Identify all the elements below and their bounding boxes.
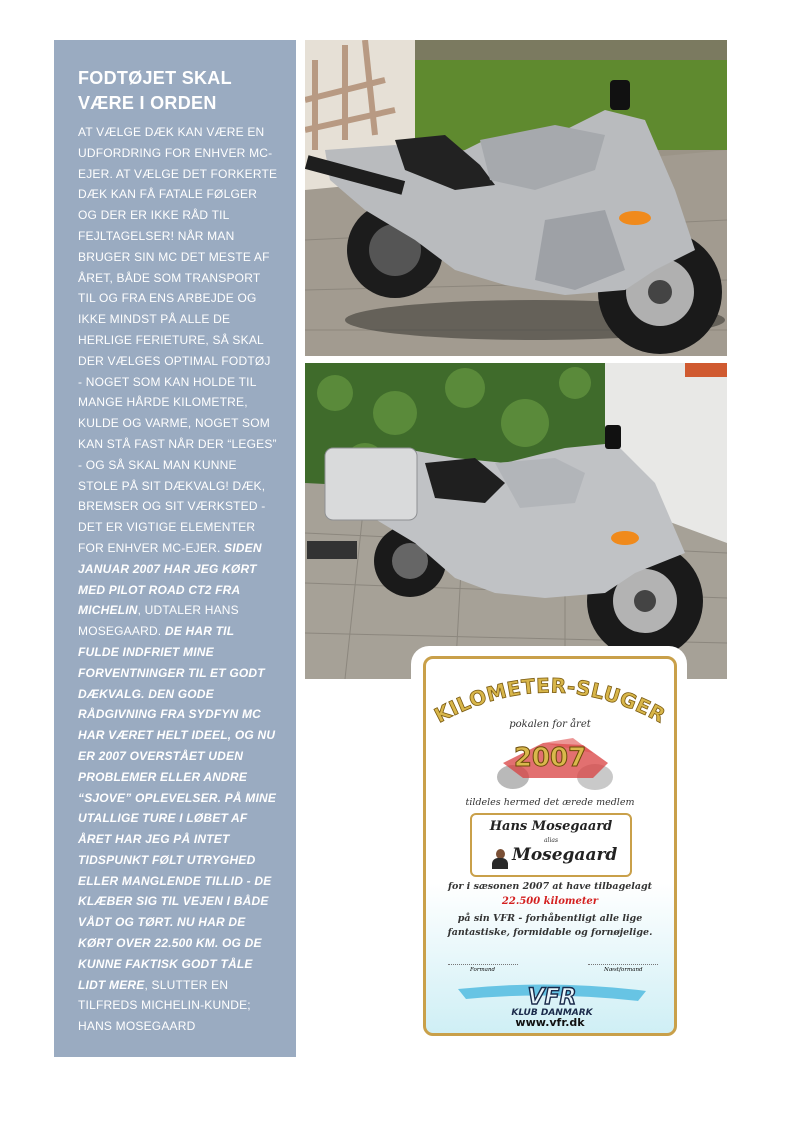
avatar [492, 849, 508, 869]
attribution: , UDTALER HANS MOSEGAARD. [78, 603, 239, 639]
article-body [78, 122, 278, 1037]
article-sidebar [54, 40, 296, 1057]
motorcycle-photo-1 [305, 40, 727, 356]
line-1: for i sæsonen 2007 at have tilbagelagt [447, 881, 653, 892]
signature-line-right [588, 964, 658, 965]
line-3: fantastiske, formidable og fornøjelige. [447, 927, 653, 938]
closing: , SLUTTER EN TILFREDS MICHELIN-KUNDE; HANS MOSEGAARD [78, 977, 251, 1034]
quote-2: DE HAR TIL FULDE INDFRIET MINE FORVENTNINGER TIL ET GODT DÆKVALG. DEN GODE RÅDGIVNING FRA SYDFYN MC HAR VÆRET HELT IDEEL, OG NU ER 2007 OVERSTÅET UDEN PROBLEMER ELLER ANDRE “SJOVE” OPLEVELSER. PÅ MINE UTALLIGE TURE I LØBET AF ÅRET HAR JEG PÅ INTET TIDSPUNKT FØLT UTRYGHED ELLER MANGLENDE TILLID - DE KLÆBER SIG TIL VEJEN I BÅDE VÅDT OG TØRT. NU HAR DE KØRT OVER 22.500 KM. OG DE KUNNE FAKTISK GODT TÅLE LIDT MERE [78, 624, 277, 992]
line-2: på sin VFR - forhåbentligt alle lige [457, 913, 643, 924]
sign-right: Næstformand [604, 967, 643, 973]
website-text: www.vfr.dk [515, 1016, 585, 1029]
certificate-frame [423, 656, 677, 1036]
alias-text: alias [543, 837, 559, 844]
tildeles-text: tildeles hermed det ærede medlem [465, 797, 635, 808]
pokal-text: pokalen for året [509, 719, 591, 730]
article-title: FODTØJET SKAL VÆRE I ORDEN [78, 68, 232, 113]
article-intro: AT VÆLGE DÆK KAN VÆRE EN UDFORDRING FOR ENHVER MC-EJER. AT VÆLGE DET FORKERTE DÆK KAN FÅ FATALE FØLGER OG DER ER IKKE RÅD TIL FEJLTAGELSER! NÅR MAN BRUGER SIN MC DET MESTE AF ÅRET, BÅDE SOM TRANSPORT TIL OG FRA ENS ARBEJDE OG IKKE MINDST PÅ ALLE DE HERLIGE FERIETURE, SÅ SKAL DER VÆLGES OPTIMAL FODTØJ - NOGET SOM KAN HOLDE TIL MANGE HÅRDE KILOMETRE, KULDE OG VARME, NOGET SOM KAN STÅ FAST NÅR DER “LEGES” - OG SÅ SKAL MAN KUNNE STOLE PÅ SIT DÆKVALG! DÆK, BREMSER OG SIT VÆRKSTED - DET ER VIGTIGE ELEMENTER FOR ENHVER MC-EJER. [78, 125, 278, 555]
banner-text: KILOMETER-SLUGER [430, 673, 670, 728]
year-text: 2007 [513, 743, 587, 773]
award-certificate [411, 646, 687, 1046]
name-box [470, 813, 632, 877]
nickname: Mosegaard [512, 845, 618, 865]
motorcycle-photo-2 [305, 363, 727, 679]
vfr-logo [452, 981, 652, 1021]
km-text: 22.500 kilometer [501, 896, 599, 907]
member-name: Hans Mosegaard [489, 819, 613, 834]
quote-1: SIDEN JANUAR 2007 HAR JEG KØRT MED PILOT ROAD CT2 FRA MICHELIN [78, 540, 262, 618]
sign-left: Formand [470, 967, 496, 973]
signature-line-left [448, 964, 518, 965]
logo-text: VFR [527, 985, 577, 1010]
club-text: KLUB DANMARK [511, 1008, 593, 1018]
